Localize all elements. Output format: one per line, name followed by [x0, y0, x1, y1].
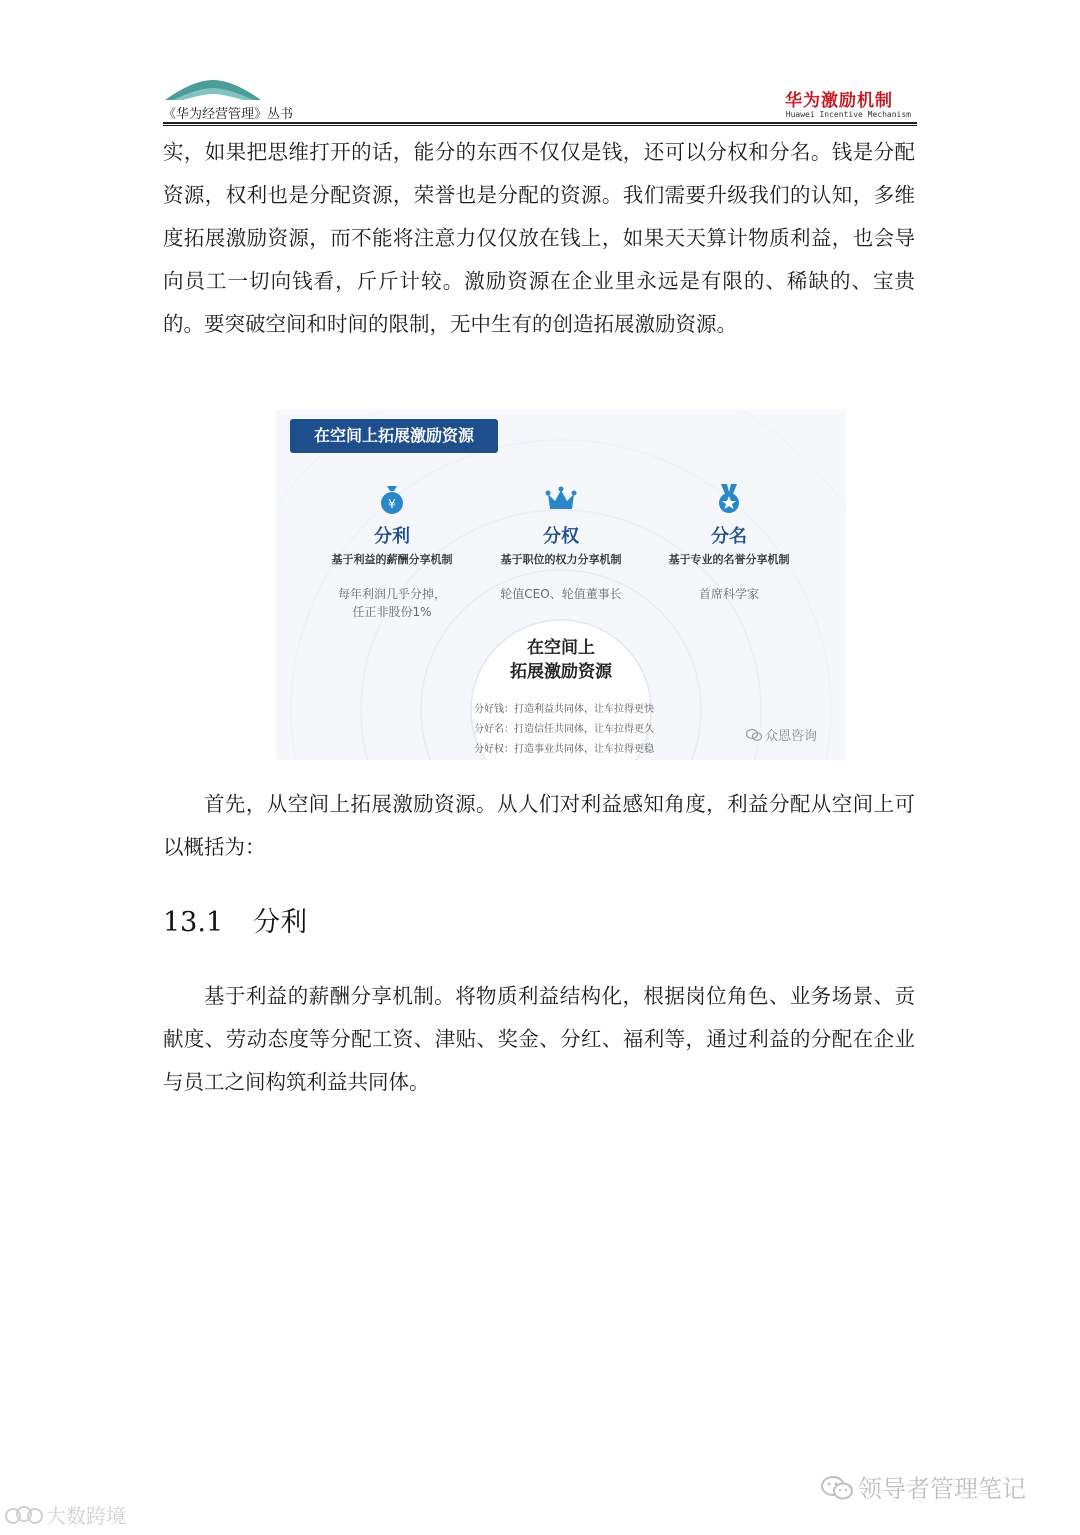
- column-desc-2: 任正非股份1%: [352, 605, 432, 619]
- column-name: 分权: [543, 526, 579, 547]
- column-share-profit: [297, 482, 487, 621]
- column-name: 分利: [374, 526, 410, 547]
- center-line: 分好名：打造信任共同体，让车拉得更久: [474, 724, 654, 735]
- center-line: 分好钱：打造利益共同体，让车拉得更快: [474, 704, 654, 715]
- column-subtitle: 基于职位的权力分享机制: [500, 553, 622, 566]
- column-desc-1: 轮值CEO、轮值董事长: [500, 587, 622, 601]
- figure-space-incentive: [276, 410, 846, 760]
- watermark-right-text: 领导者管理笔记: [858, 1475, 1026, 1503]
- book-title: 华为激励机制: [785, 91, 893, 111]
- crown-icon: [544, 482, 578, 516]
- paragraph-2: 首先，从空间上拓展激励资源。从人们对利益感知角度，利益分配从空间上可以概括为：: [163, 792, 915, 859]
- page-header: [163, 76, 917, 124]
- header-rule: [163, 122, 917, 126]
- paragraph-1: 实，如果把思维打开的话，能分的东西不仅仅是钱，还可以分权和分名。钱是分配资源，权利也是分配资源，荣誉也是分配的资源。我们需要升级我们的认知，多维度拓展激励资源，而不能将注意力仅仅放在钱上，如果天天算计物质利益，也会导向员工一切向钱看，斤斤计较。激励资源在企业里永远是有限的、稀缺的、宝贵的。要突破空间和时间的限制，无中生有的创造拓展激励资源。: [163, 140, 915, 336]
- figure-watermark: [746, 725, 817, 744]
- wechat-icon: [746, 729, 762, 741]
- column-subtitle: 基于专业的名誉分享机制: [668, 553, 790, 566]
- column-desc-1: 每年利润几乎分掉，: [337, 587, 446, 601]
- money-bag-icon: [375, 482, 409, 516]
- section-title: 分利: [253, 907, 308, 938]
- figure-watermark-text: 众恩咨询: [765, 729, 818, 744]
- column-desc-1: 首席科学家: [698, 587, 759, 601]
- center-title: [466, 636, 656, 684]
- center-title-line-1: 在空间上: [527, 638, 595, 658]
- watermark-left-text: 大数跨境: [46, 1504, 126, 1528]
- mountain-wave-logo: [163, 76, 263, 102]
- book-subtitle: Huawei Incentive Mechanism: [785, 110, 911, 119]
- series-title: 《华为经营管理》丛书: [163, 107, 294, 122]
- column-share-fame: [634, 482, 824, 603]
- section-heading: [163, 900, 307, 939]
- section-number: 13.1: [163, 907, 224, 938]
- column-share-power: [466, 482, 656, 603]
- svg-text:¥: ¥: [388, 497, 396, 511]
- wechat-icon: [820, 1475, 854, 1501]
- column-name: 分名: [711, 526, 747, 547]
- center-lines: [474, 700, 654, 760]
- column-subtitle: 基于利益的薪酬分享机制: [331, 553, 453, 566]
- watermark-left: [4, 1500, 126, 1529]
- medal-icon: [712, 482, 746, 516]
- circles-logo-icon: [4, 1502, 44, 1528]
- center-title-line-2: 拓展激励资源: [510, 662, 612, 682]
- center-line: 分好权：打造事业共同体，让车拉得更稳: [474, 744, 654, 755]
- figure-title: 在空间上拓展激励资源: [290, 419, 498, 453]
- watermark-right: [820, 1469, 1026, 1504]
- paragraph-3: 基于利益的薪酬分享机制。将物质利益结构化，根据岗位角色、业务场景、贡献度、劳动态度等分配工资、津贴、奖金、分红、福利等，通过利益的分配在企业与员工之间构筑利益共同体。: [163, 984, 915, 1094]
